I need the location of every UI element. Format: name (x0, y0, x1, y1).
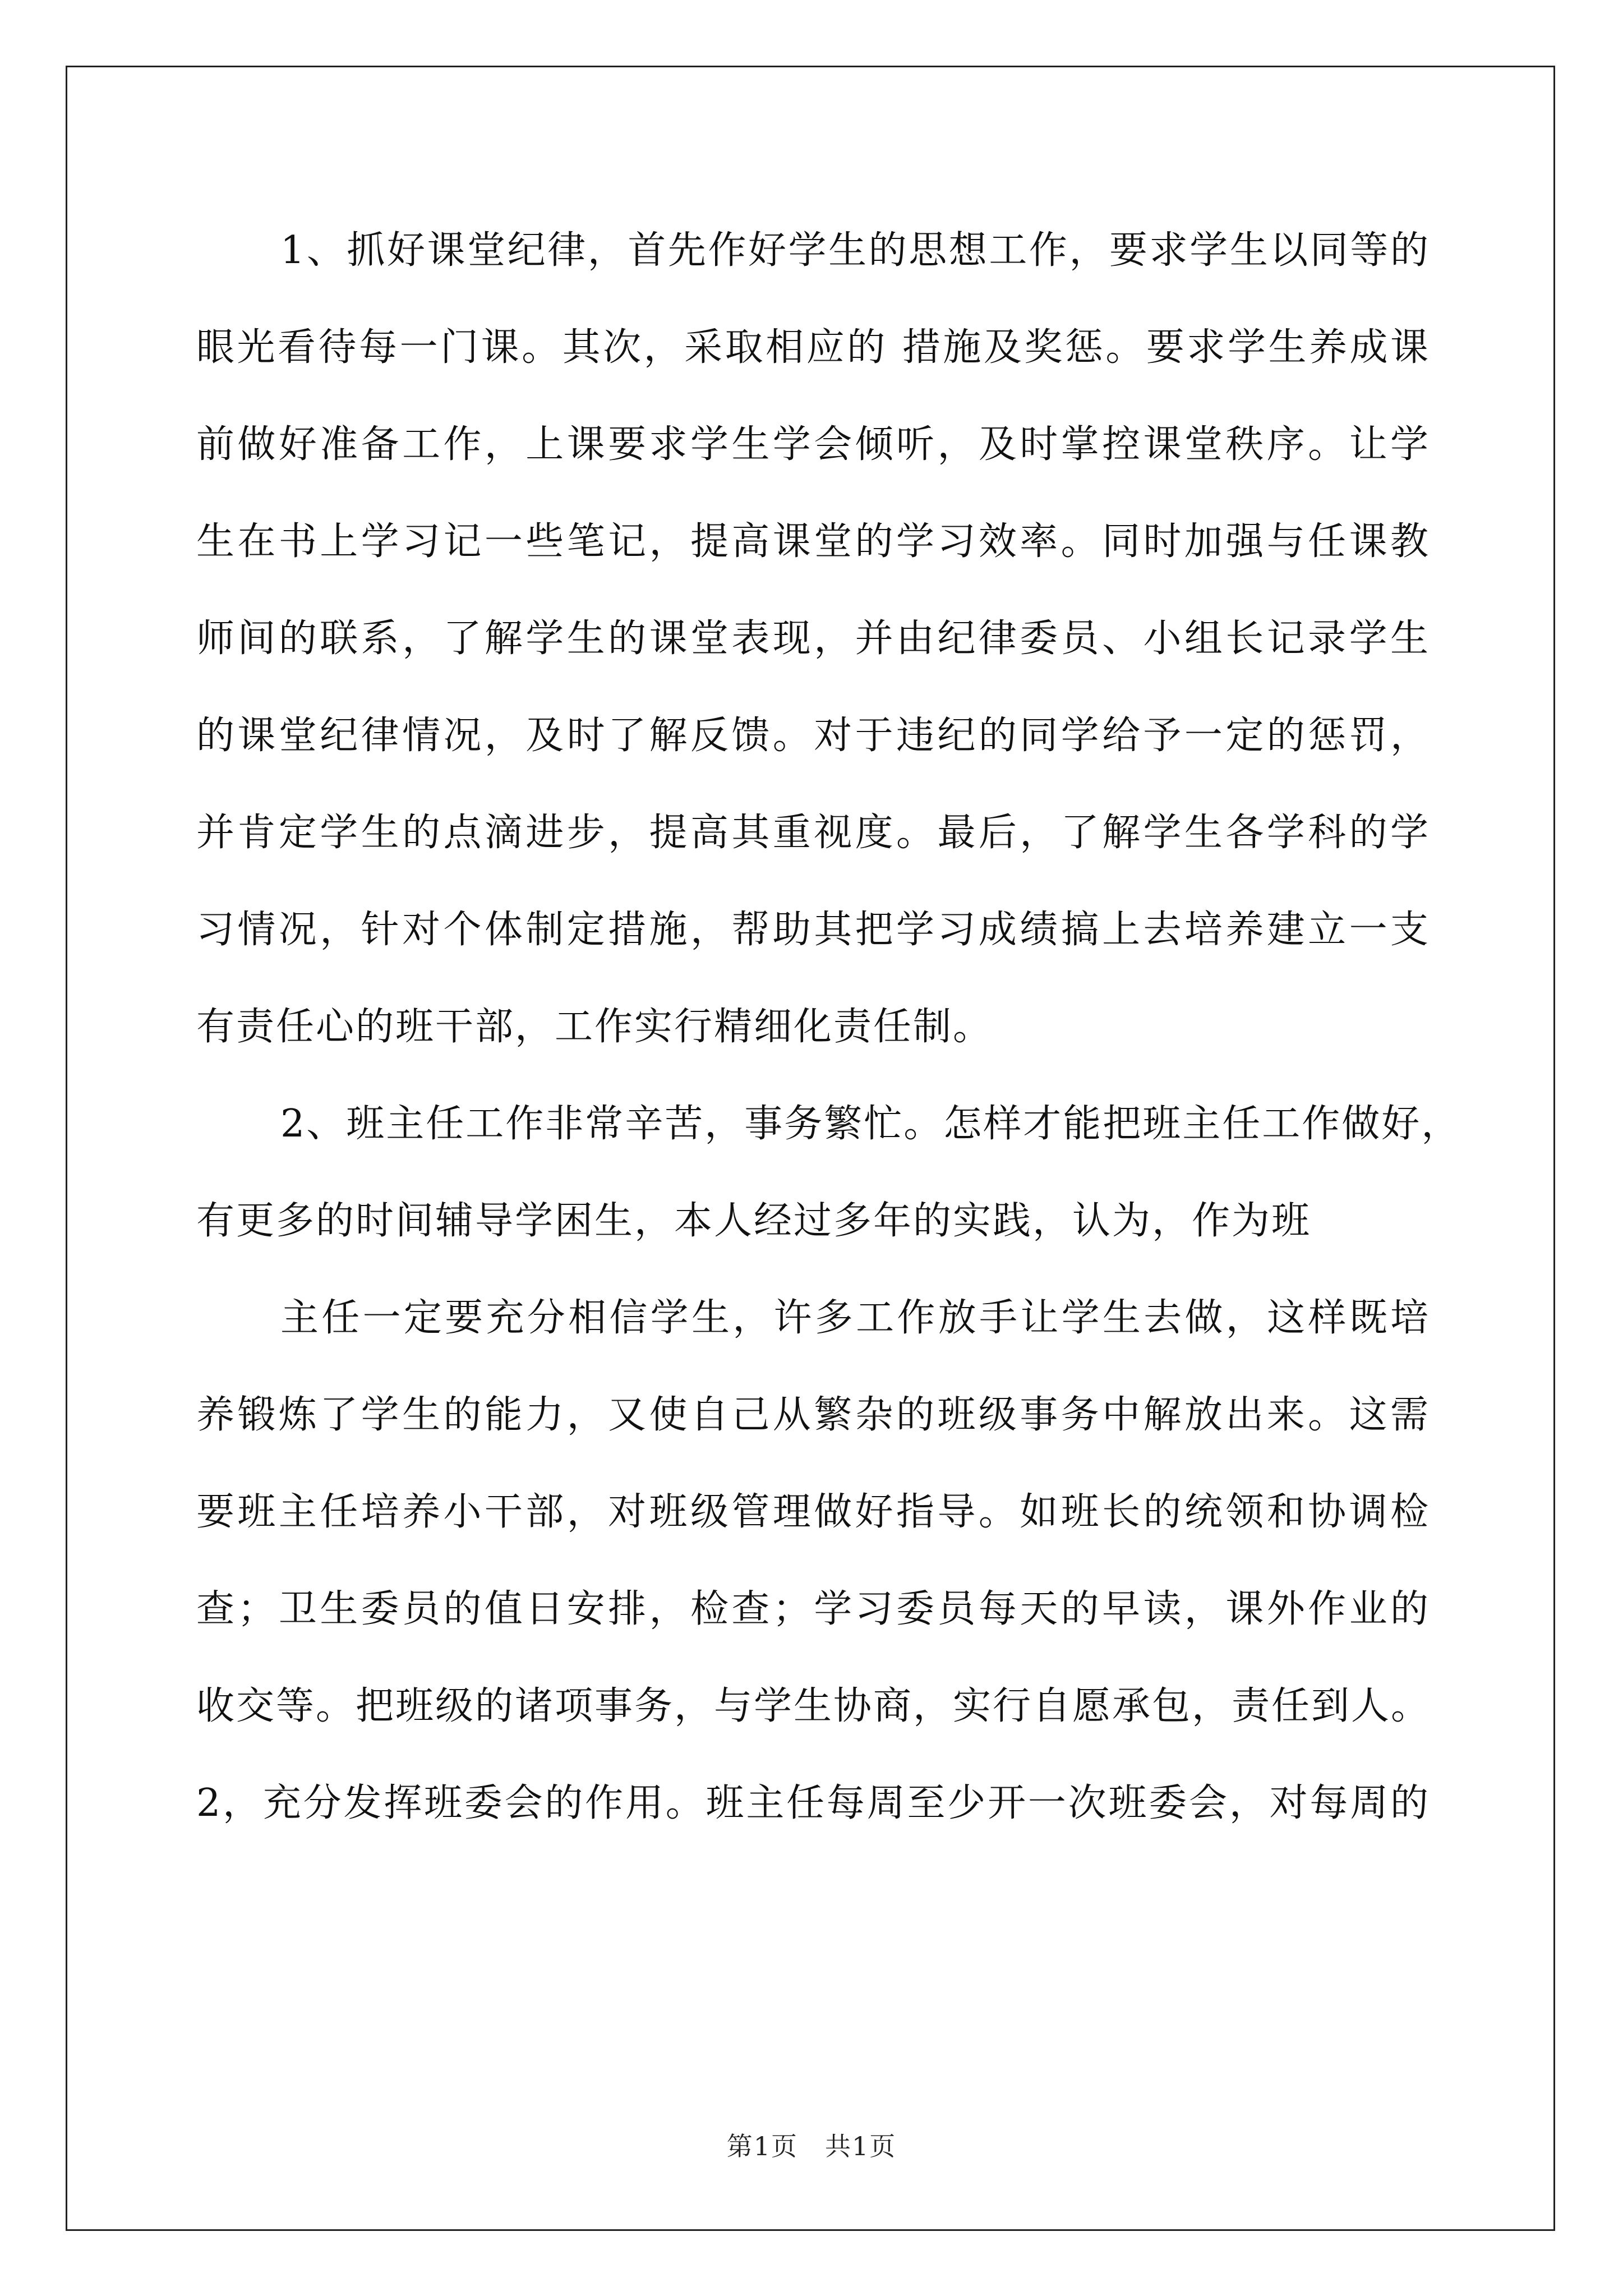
document-body (196, 202, 1461, 1852)
text-line: 养锻炼了学生的能力，又使自己从繁杂的班级事务中解放出来。这需 (196, 1393, 1430, 1437)
text-line: 有更多的时间辅导学困生，本人经过多年的实践，认为，作为班 (196, 1199, 1312, 1243)
page-footer: 第1页 共1页 (726, 2131, 897, 2161)
text-line: 收交等。把班级的诸项事务，与学生协商，实行自愿承包，责任到人。 (196, 1684, 1431, 1728)
text-line: 2、班主任工作非常辛苦，事务繁忙。怎样才能把班主任工作做好， (280, 1102, 1461, 1146)
text-line: 主任一定要充分相信学生，许多工作放手让学生去做，这样既培 (280, 1296, 1430, 1340)
text-line: 查；卫生委员的值日安排，检查；学习委员每天的早读，课外作业的 (196, 1587, 1430, 1631)
text-line: 习情况，针对个体制定措施，帮助其把学习成绩搞上去培养建立一支 (196, 908, 1430, 952)
text-line: 有责任心的班干部，工作实行精细化责任制。 (196, 1005, 993, 1049)
text-line: 1、抓好课堂纪律，首先作好学生的思想工作，要求学生以同等的 (280, 228, 1430, 273)
text-line: 的课堂纪律情况，及时了解反馈。对于违纪的同学给予一定的惩罚， (196, 714, 1430, 758)
text-line: 师间的联系，了解学生的课堂表现，并由纪律委员、小组长记录学生 (196, 616, 1430, 661)
text-line: 眼光看待每一门课。其次，采取相应的 措施及奖惩。要求学生养成课 (196, 325, 1430, 370)
text-line: 生在书上学习记一些笔记，提高课堂的学习效率。同时加强与任课教 (196, 519, 1430, 564)
text-line: 要班主任培养小干部，对班级管理做好指导。如班长的统领和协调检 (196, 1490, 1430, 1534)
text-line: 前做好准备工作，上课要求学生学会倾听，及时掌控课堂秩序。让学 (196, 422, 1430, 467)
text-line: 2，充分发挥班委会的作用。班主任每周至少开一次班委会，对每周的 (196, 1781, 1430, 1825)
text-line: 并肯定学生的点滴进步，提高其重视度。最后，了解学生各学科的学 (196, 811, 1430, 855)
